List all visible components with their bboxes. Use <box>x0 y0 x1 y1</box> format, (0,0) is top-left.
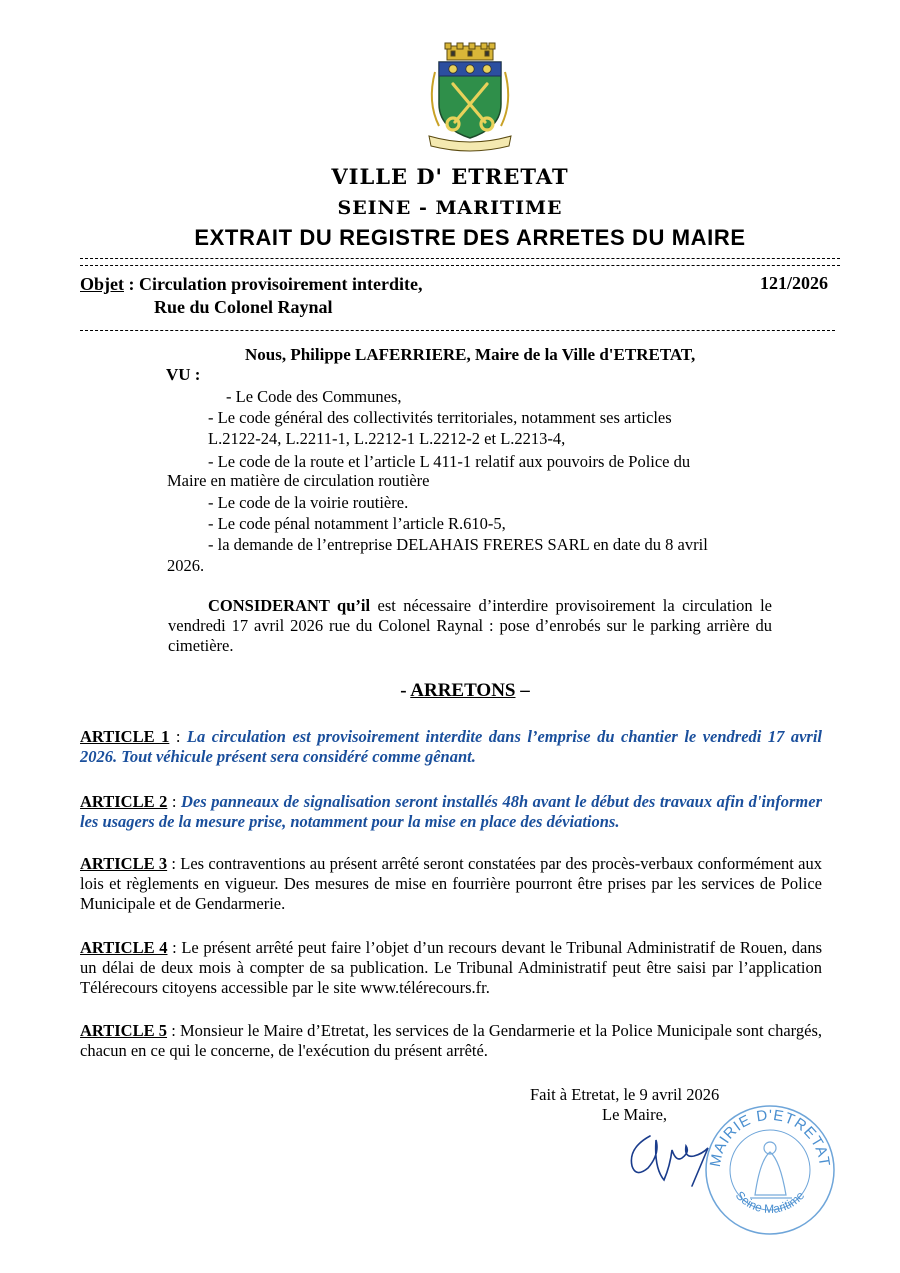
signatory-role: Le Maire, <box>602 1105 668 1124</box>
svg-text:MAIRIE D'ETRETAT <box>707 1107 833 1168</box>
vu-line: - Le code général des collectivités territoriales, notamment ses articles <box>208 408 672 427</box>
considerant-paragraph <box>168 596 772 656</box>
considerant-lead: CONSIDERANT qu’il <box>208 596 371 615</box>
article-text: Des panneaux de signalisation seront installés 48h avant le début des travaux afin d'informer les usagers de la mesure prise, notamment pour la mise en place des déviations. <box>80 792 822 831</box>
article-3 <box>80 854 822 914</box>
article-4 <box>80 938 822 998</box>
considerant-text: est nécessaire d’interdire provisoirement la circulation le vendredi 17 avril 2026 rue du Colonel Raynal : pose d’enrobés sur le parking arrière du cimetière. <box>168 596 773 655</box>
svg-text:Seine Maritime <box>733 1188 808 1216</box>
article-text: Les contraventions au présent arrêté seront constatées par des procès-verbaux conformément aux lois et règlements en vigueur. Des mesures de mise en fourrière pourront être prises par les services de Police Municipale et de Gendarmerie. <box>80 854 822 913</box>
article-1 <box>80 727 822 767</box>
divider-bottom <box>80 330 835 331</box>
vu-heading: VU : <box>166 365 201 384</box>
divider-top <box>80 258 840 259</box>
article-text: Le présent arrêté peut faire l’objet d’un recours devant le Tribunal Administratif de Rouen, dans un délai de deux mois à compter de sa publication. Le Tribunal Administratif peut être saisi par l’application Télérecours citoyens accessible par le site www.télérecours.fr. <box>80 938 823 997</box>
crown-icon <box>445 43 495 60</box>
article-label: ARTICLE 2 <box>80 792 168 811</box>
town-crest-logo <box>425 42 515 154</box>
vu-line: 2026. <box>167 556 205 575</box>
vu-line: - Le Code des Communes, <box>226 387 402 406</box>
stamp-top-text: MAIRIE D'ETRETAT <box>706 1106 834 1169</box>
divider-top-thin <box>80 265 840 266</box>
mairie-stamp <box>700 1100 840 1240</box>
vu-line: - Le code pénal notamment l’article R.610-5, <box>208 514 506 533</box>
arrete-number: 121/2026 <box>760 273 829 293</box>
arretons-suffix: – <box>515 680 530 701</box>
article-sep: : <box>167 1021 181 1040</box>
stamp-bottom-text: Seine Maritime <box>732 1188 808 1216</box>
article-sep: : <box>167 792 182 811</box>
arretons-label: ARRETONS <box>410 680 516 701</box>
vu-line: - la demande de l’entreprise DELAHAIS FRERES SARL en date du 8 avril <box>208 535 708 554</box>
objet-text-line2: Rue du Colonel Raynal <box>154 297 333 317</box>
article-label: ARTICLE 5 <box>80 1021 168 1040</box>
article-sep: : <box>167 854 181 873</box>
registre-title: EXTRAIT DU REGISTRE DES ARRETES DU MAIRE <box>194 225 746 250</box>
vu-line: - Le code de la route et l’article L 411-1 relatif aux pouvoirs de Police du <box>208 452 691 471</box>
objet-label: Objet <box>80 274 124 294</box>
departement-title: SEINE - MARITIME <box>337 197 563 219</box>
objet-line <box>80 271 422 297</box>
vu-line: L.2122-24, L.2211-1, L.2212-1 L.2212-2 et L.2213-4, <box>208 429 566 448</box>
objet-separator: : <box>124 274 139 294</box>
objet-text-line1: Circulation provisoirement interdite, <box>139 274 423 294</box>
vu-line: - Le code de la voirie routière. <box>208 493 409 512</box>
article-label: ARTICLE 3 <box>80 854 168 873</box>
article-5 <box>80 1021 822 1061</box>
fait-a-line: Fait à Etretat, le 9 avril 2026 <box>530 1085 720 1104</box>
article-text: Monsieur le Maire d’Etretat, les services de la Gendarmerie et la Police Municipale sont chargés, chacun en ce qui le concerne, de l'exécution du présent arrêté. <box>80 1021 822 1060</box>
article-2 <box>80 792 822 832</box>
article-text: La circulation est provisoirement interdite dans l’emprise du chantier le vendredi 17 avril 2026. Tout véhicule présent sera considéré comme gênant. <box>80 727 822 766</box>
arretons-heading <box>0 680 900 702</box>
article-sep: : <box>169 727 187 746</box>
arretons-prefix: - <box>400 680 411 701</box>
article-label: ARTICLE 4 <box>80 938 168 957</box>
nous-statement: Nous, Philippe LAFERRIERE, Maire de la Ville d'ETRETAT, <box>245 345 696 364</box>
article-sep: : <box>167 938 182 957</box>
vu-line: Maire en matière de circulation routière <box>167 471 430 490</box>
ville-title: VILLE D' ETRETAT <box>331 164 569 189</box>
stamp-emblem-icon <box>750 1142 792 1198</box>
article-label: ARTICLE 1 <box>80 727 170 746</box>
